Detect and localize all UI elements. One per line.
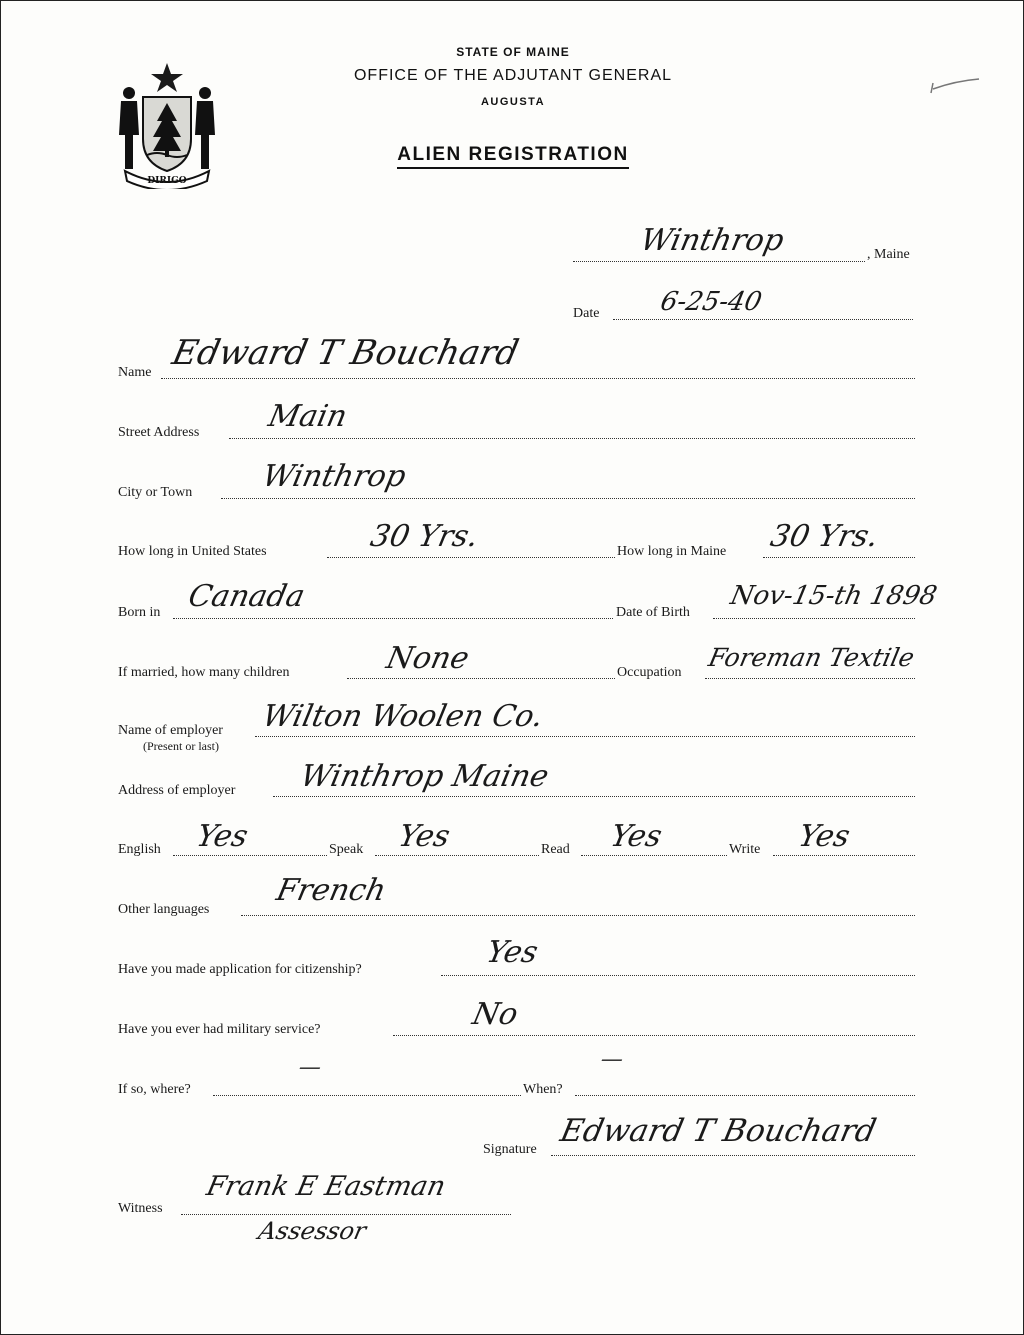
born-line [173, 618, 613, 619]
other-languages-line [241, 915, 915, 916]
city-label: City or Town [118, 485, 193, 500]
form-title [1, 144, 1024, 166]
signature-line [551, 1155, 915, 1156]
employer-address-line [273, 796, 915, 797]
witness-title: Assessor [256, 1217, 369, 1245]
city-value: Winthrop [259, 459, 409, 494]
write-value: Yes [795, 819, 854, 854]
write-line [773, 855, 915, 856]
occupation-line [705, 678, 915, 679]
name-line [161, 378, 915, 379]
read-line [581, 855, 727, 856]
employer-address-value: Winthrop Maine [297, 759, 552, 794]
name-value: Edward T Bouchard [168, 333, 523, 373]
location-value: Winthrop [637, 223, 787, 258]
seal-motto: DIRIGO [147, 176, 187, 186]
citizenship-value: Yes [483, 935, 542, 970]
long-maine-label: How long in Maine [617, 544, 727, 559]
city-line [221, 498, 915, 499]
signature-label: Signature [483, 1142, 537, 1157]
state-heading: STATE OF MAINE [456, 45, 570, 59]
other-languages-label: Other languages [118, 902, 210, 917]
dob-line [713, 618, 915, 619]
date-label: Date [573, 306, 600, 321]
speak-label: Speak [329, 842, 364, 857]
witness-label: Witness [118, 1201, 163, 1216]
english-line [173, 855, 327, 856]
born-label: Born in [118, 605, 161, 620]
military-line [393, 1035, 915, 1036]
military-label: Have you ever had military service? [118, 1022, 321, 1037]
long-maine-value: 30 Yrs. [767, 519, 882, 554]
employer-sublabel: (Present or last) [143, 739, 219, 753]
witness-value: Frank E Eastman [203, 1171, 449, 1202]
children-label: If married, how many children [118, 665, 290, 680]
occupation-label: Occupation [617, 665, 682, 680]
citizenship-label: Have you made application for citizenship? [118, 962, 362, 977]
write-label: Write [729, 842, 761, 857]
employer-label: Name of employer [118, 723, 223, 738]
street-label: Street Address [118, 425, 200, 440]
date-value: 6-25-40 [657, 287, 765, 317]
date-line [613, 319, 913, 320]
where-value: — [296, 1055, 324, 1080]
read-label: Read [541, 842, 570, 857]
check-mark-icon [929, 77, 981, 95]
long-maine-line [763, 557, 915, 558]
when-label: When? [523, 1082, 563, 1097]
name-label: Name [118, 365, 152, 380]
speak-value: Yes [395, 819, 454, 854]
city-heading: AUGUSTA [480, 96, 546, 108]
witness-line [181, 1214, 511, 1215]
born-value: Canada [185, 579, 308, 614]
other-languages-value: French [273, 873, 390, 908]
when-value: — [598, 1047, 626, 1072]
office-heading: OFFICE OF THE ADJUTANT GENERAL [353, 67, 673, 84]
signature-value: Edward T Bouchard [557, 1113, 880, 1149]
occupation-value: Foreman Textile [705, 643, 917, 672]
employer-line [255, 736, 915, 737]
long-us-line [327, 557, 615, 558]
street-value: Main [265, 399, 351, 434]
children-line [347, 678, 615, 679]
military-value: No [469, 997, 522, 1032]
read-value: Yes [607, 819, 666, 854]
form-title-text: ALIEN REGISTRATION [397, 144, 628, 169]
employer-value: Wilton Woolen Co. [259, 699, 547, 734]
location-line [573, 261, 865, 262]
location-suffix: , Maine [867, 247, 910, 262]
english-value: Yes [193, 819, 252, 854]
speak-line [375, 855, 539, 856]
long-us-value: 30 Yrs. [367, 519, 482, 554]
dob-value: Nov-15-th 1898 [727, 581, 940, 611]
employer-address-label: Address of employer [118, 783, 236, 798]
citizenship-line [441, 975, 915, 976]
long-us-label: How long in United States [118, 544, 267, 559]
when-line [575, 1095, 915, 1096]
street-line [229, 438, 915, 439]
where-label: If so, where? [118, 1082, 191, 1097]
dob-label: Date of Birth [616, 605, 690, 620]
english-label: English [118, 842, 161, 857]
children-value: None [383, 641, 473, 676]
where-line [213, 1095, 521, 1096]
